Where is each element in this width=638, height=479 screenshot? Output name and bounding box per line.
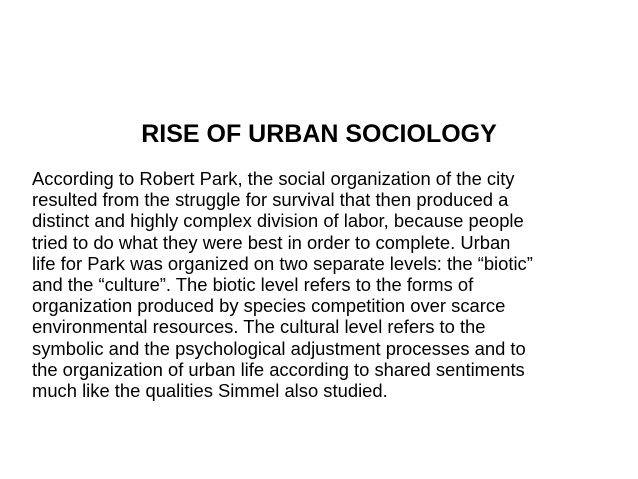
body-line: distinct and highly complex division of labor, because people [32,210,524,232]
body-line: life for Park was organized on two separate levels: the “biotic” [32,252,533,274]
body-line: the organization of urban life according to shared sentiments [32,358,525,380]
slide-body-text [32,168,617,401]
body-line: tried to do what they were best in order to complete. Urban [32,231,511,253]
body-line: symbolic and the psychological adjustment processes and to [32,337,526,359]
body-line: environmental resources. The cultural level refers to the [32,316,486,338]
body-line: much like the qualities Simmel also studied. [32,380,388,402]
slide-title: RISE OF URBAN SOCIOLOGY [141,120,497,148]
body-line: organization produced by species competition over scarce [32,295,506,317]
body-line: According to Robert Park, the social organization of the city [32,168,515,189]
body-line: and the “culture”. The biotic level refers to the forms of [32,274,474,296]
body-line: resulted from the struggle for survival that then produced a [32,189,509,211]
